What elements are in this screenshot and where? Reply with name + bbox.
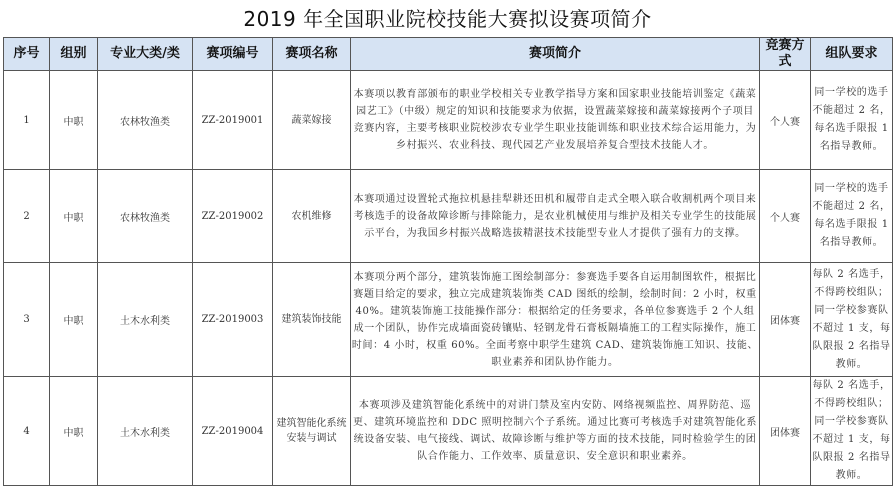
cell-mode: 团体赛 xyxy=(760,377,811,486)
cell-code: ZZ-2019003 xyxy=(193,263,273,377)
cell-name: 农机维修 xyxy=(273,170,351,263)
cell-code: ZZ-2019002 xyxy=(193,170,273,263)
cell-major: 土木水利类 xyxy=(98,263,193,377)
competition-table xyxy=(3,37,893,486)
cell-seq: 2 xyxy=(4,170,50,263)
header-code: 赛项编号 xyxy=(193,38,273,71)
cell-code: ZZ-2019004 xyxy=(193,377,273,486)
cell-seq: 3 xyxy=(4,263,50,377)
cell-major: 土木水利类 xyxy=(98,377,193,486)
page-title: 2019 年全国职业院校技能大赛拟设赛项简介 xyxy=(243,7,652,31)
header-seq: 序号 xyxy=(4,38,50,71)
cell-group: 中职 xyxy=(50,377,98,486)
table-row xyxy=(4,263,893,377)
cell-name: 蔬菜嫁接 xyxy=(273,71,351,170)
cell-intro: 本赛项通过设置轮式拖拉机悬挂犁耕还田机和履带自走式全喂入联合收割机两个项目来考核选手的设备故障诊断与排除能力，是农业机械使用与维护及相关专业学生的技能展示平台，为我国乡村振兴战略选拔精湛技术技能型专业人才提供了强有力的支撑。 xyxy=(351,170,760,263)
cell-major: 农林牧渔类 xyxy=(98,71,193,170)
cell-group: 中职 xyxy=(50,170,98,263)
header-team: 组队要求 xyxy=(811,38,893,71)
cell-team: 每队 2 名选手，不得跨校组队；同一学校参赛队不超过 1 支，每队限报 2 名指导教师。 xyxy=(811,377,893,486)
cell-intro: 本赛项涉及建筑智能化系统中的对讲门禁及室内安防、网络视频监控、周界防范、巡更、建筑环境监控和 DDC 照明控制六个子系统。通过比赛可考核选手对建筑智能化系统设备安装、电气接线、调试、故障诊断与维护等方面的技术技能，同时检验学生的团队合作能力、工作效率、质量意识、安全意识和职业素养。 xyxy=(351,377,760,486)
cell-name: 建筑智能化系统安装与调试 xyxy=(273,377,351,486)
cell-team: 同一学校的选手不能超过 2 名，每名选手限报 1 名指导教师。 xyxy=(811,71,893,170)
cell-seq: 4 xyxy=(4,377,50,486)
cell-team: 同一学校的选手不能超过 2 名，每名选手限报 1 名指导教师。 xyxy=(811,170,893,263)
cell-group: 中职 xyxy=(50,71,98,170)
cell-intro: 本赛项分两个部分，建筑装饰施工图绘制部分：参赛选手要各自运用制图软件，根据比赛题目给定的要求，独立完成建筑装饰类 CAD 图纸的绘制，绘制时间：2 小时，权重 40%。建筑装饰施工技能操作部分：根据给定的任务要求，各单位参赛选手 2 个人组成一个团队，协作完成墙面瓷砖镶贴、轻钢龙骨石膏板隔墙施工的工程实际操作，施工时间：4 小时，权重 60%。全面考察中职学生建筑 CAD、建筑装饰施工知识、技能、职业素养和团队协作能力。 xyxy=(351,263,760,377)
cell-mode: 个人赛 xyxy=(760,71,811,170)
table-row xyxy=(4,170,893,263)
cell-major: 农林牧渔类 xyxy=(98,170,193,263)
cell-code: ZZ-2019001 xyxy=(193,71,273,170)
cell-name: 建筑装饰技能 xyxy=(273,263,351,377)
header-name: 赛项名称 xyxy=(273,38,351,71)
header-intro: 赛项简介 xyxy=(351,38,760,71)
cell-mode: 团体赛 xyxy=(760,263,811,377)
cell-group: 中职 xyxy=(50,263,98,377)
header-major: 专业大类/类 xyxy=(98,38,193,71)
table-row xyxy=(4,71,893,170)
header-group: 组别 xyxy=(50,38,98,71)
table-header-row xyxy=(4,38,893,71)
cell-mode: 个人赛 xyxy=(760,170,811,263)
cell-seq: 1 xyxy=(4,71,50,170)
cell-team: 每队 2 名选手，不得跨校组队；同一学校参赛队不超过 1 支，每队限报 2 名指导教师。 xyxy=(811,263,893,377)
cell-intro: 本赛项以教育部颁布的职业学校相关专业教学指导方案和国家职业技能培训鉴定《蔬菜园艺工》（中级）规定的知识和技能要求为依据，设置蔬菜嫁接和蔬菜嫁接两个子项目竞赛内容，主要考核职业院校涉农专业学生职业技能训练和职业技术综合运用能力，为乡村振兴、农业科技、现代园艺产业发展培养复合型技术技能人才。 xyxy=(351,71,760,170)
header-mode: 竞赛方式 xyxy=(760,38,811,71)
table-row xyxy=(4,377,893,486)
